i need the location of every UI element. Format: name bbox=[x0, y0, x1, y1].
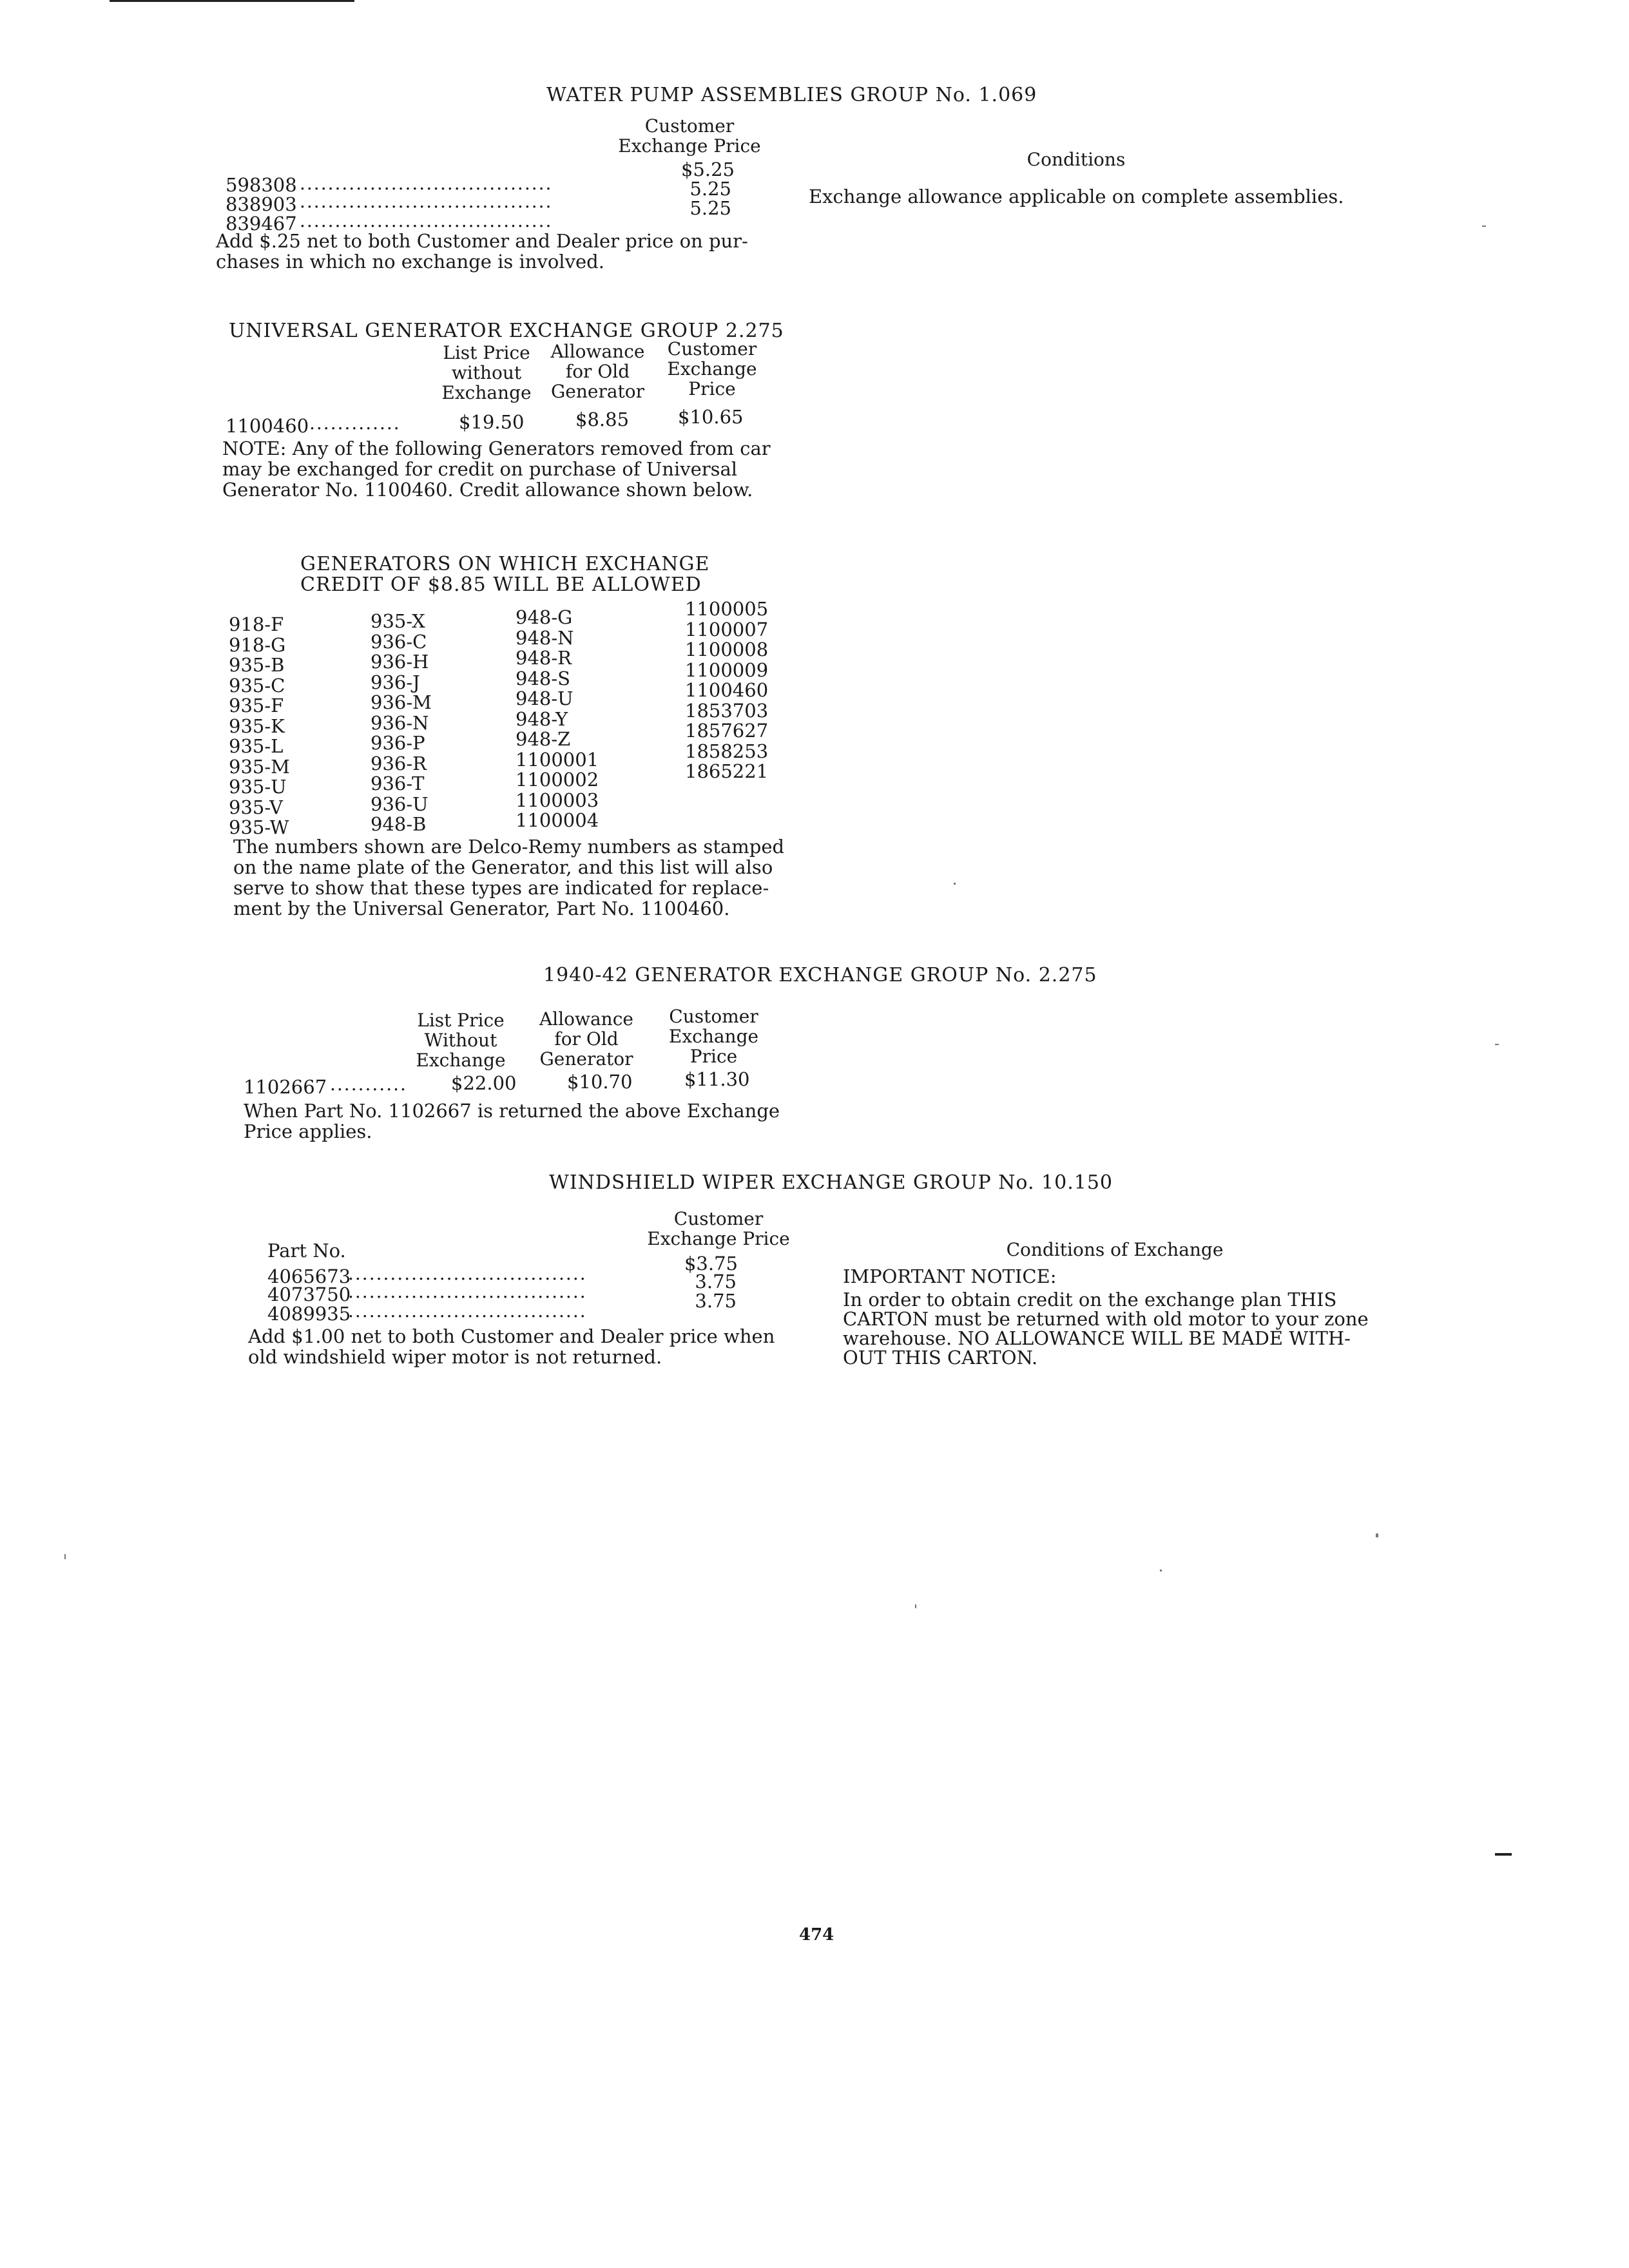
customer-price: $10.65 bbox=[678, 406, 744, 428]
scan-speck bbox=[1376, 1533, 1378, 1537]
price-header: Customer Exchange Price bbox=[647, 1208, 790, 1249]
generator-number: 936-M bbox=[371, 691, 432, 713]
generator-number: 936-J bbox=[371, 671, 420, 693]
generator-number: 935-C bbox=[229, 674, 285, 697]
part-number: 598308 bbox=[226, 174, 297, 196]
note: Add $1.00 net to both Customer and Dealer price when old windshield wiper motor is not returned. bbox=[248, 1325, 775, 1368]
list-price: $22.00 bbox=[451, 1072, 517, 1094]
scan-speck bbox=[1482, 226, 1486, 227]
section-title: WATER PUMP ASSEMBLIES GROUP No. 1.069 bbox=[546, 84, 1037, 106]
generator-number: 948-U bbox=[516, 687, 574, 709]
generator-number: 936-N bbox=[371, 711, 429, 734]
generator-number: 936-U bbox=[371, 793, 429, 815]
generator-number: 1100001 bbox=[516, 748, 599, 771]
scan-speck bbox=[1495, 1044, 1499, 1045]
customer-price: $11.30 bbox=[684, 1068, 750, 1090]
list-price: $19.50 bbox=[459, 411, 525, 433]
generator-number: 948-B bbox=[371, 813, 427, 835]
allowance: $8.85 bbox=[575, 408, 630, 430]
scan-speck bbox=[1495, 1853, 1512, 1856]
generator-number: 1100002 bbox=[516, 769, 599, 791]
generator-number: 936-P bbox=[371, 732, 425, 754]
leader-dots: .................................. bbox=[348, 1300, 587, 1321]
generator-number: 1858253 bbox=[685, 740, 769, 762]
generator-number: 1865221 bbox=[685, 760, 769, 782]
generator-number: 918-G bbox=[229, 633, 286, 656]
notice-text: In order to obtain credit on the exchange plan THIS CARTON must be returned with old motor to your zone warehouse. NO ALLOWANCE WILL BE MADE WITH- OUT THIS CARTON. bbox=[843, 1289, 1369, 1369]
generator-column-3 bbox=[516, 608, 599, 831]
part-number: 4065673 bbox=[267, 1265, 351, 1287]
generator-number: 935-L bbox=[229, 735, 284, 757]
generator-number: 935-F bbox=[229, 695, 284, 716]
generator-number: 935-U bbox=[229, 776, 287, 798]
generator-number: 935-M bbox=[229, 755, 290, 778]
generator-number: 1100009 bbox=[685, 658, 769, 681]
generator-number: 948-Z bbox=[516, 728, 571, 750]
part-number: 1100460 bbox=[226, 415, 309, 437]
scan-speck bbox=[915, 1604, 916, 1608]
generator-number: 1100008 bbox=[685, 639, 769, 660]
generator-number: 1100005 bbox=[685, 598, 769, 620]
note: The numbers shown are Delco-Remy numbers as stamped on the name plate of the Generator, and this list will also serve to show that these types are indicated for replace- ment by the Universal Generator, Part No. 1100460. bbox=[233, 836, 785, 919]
price: $3.75 bbox=[684, 1253, 738, 1274]
price: $5.25 bbox=[680, 159, 735, 180]
generator-number: 935-K bbox=[229, 715, 285, 737]
scan-speck bbox=[954, 883, 956, 885]
note: When Part No. 1102667 is returned the above Exchange Price applies. bbox=[244, 1100, 780, 1142]
generator-number: 948-G bbox=[516, 606, 573, 628]
scan-speck bbox=[64, 1554, 66, 1559]
allowance-header: Allowance for Old Generator bbox=[539, 1008, 633, 1070]
section-title: GENERATORS ON WHICH EXCHANGE CREDIT OF $8.85 WILL BE ALLOWED bbox=[300, 553, 710, 596]
leader-dots: .................................... bbox=[300, 191, 553, 212]
leader-dots: .................................. bbox=[348, 1263, 587, 1284]
conditions-header: Conditions bbox=[1027, 149, 1126, 170]
list-price-header: List Price without Exchange bbox=[441, 342, 532, 403]
generator-number: 1100003 bbox=[516, 789, 599, 811]
note: Add $.25 net to both Customer and Dealer price on pur- chases in which no exchange is involved. bbox=[216, 230, 748, 273]
generator-number: 936-H bbox=[371, 651, 429, 673]
page-number: 474 bbox=[799, 1925, 834, 1945]
leader-dots: .................................. bbox=[348, 1281, 587, 1302]
part-header: Part No. bbox=[267, 1240, 346, 1262]
generator-number: 1100007 bbox=[685, 618, 769, 640]
customer-price-header: Customer Exchange Price bbox=[668, 1006, 759, 1067]
generator-number: 1857627 bbox=[685, 720, 769, 742]
customer-price-header: Customer Exchange Price bbox=[667, 338, 757, 399]
conditions-header: Conditions of Exchange bbox=[1006, 1239, 1224, 1260]
leader-dots: ............. bbox=[309, 412, 401, 434]
generator-number: 1100460 bbox=[685, 679, 769, 701]
scan-speck bbox=[1160, 1570, 1162, 1571]
price-header: Customer Exchange Price bbox=[618, 115, 761, 157]
allowance: $10.70 bbox=[567, 1071, 633, 1093]
part-number: 1102667 bbox=[244, 1076, 327, 1098]
part-number: 839467 bbox=[226, 213, 297, 235]
generator-number: 936-C bbox=[371, 630, 427, 653]
part-number: 4073750 bbox=[267, 1283, 351, 1305]
section-title: WINDSHIELD WIPER EXCHANGE GROUP No. 10.150 bbox=[549, 1171, 1113, 1194]
generator-number: 935-X bbox=[371, 610, 425, 632]
generator-number: 948-R bbox=[516, 647, 572, 669]
generator-number: 936-T bbox=[371, 773, 425, 794]
generator-column-2 bbox=[371, 611, 432, 835]
generator-number: 1853703 bbox=[685, 699, 769, 722]
generator-number: 935-B bbox=[229, 654, 285, 676]
notice-title: IMPORTANT NOTICE: bbox=[843, 1265, 1057, 1287]
conditions-text: Exchange allowance applicable on complete assemblies. bbox=[809, 186, 1344, 207]
generator-number: 948-S bbox=[516, 667, 571, 689]
part-number: 4089935 bbox=[267, 1303, 351, 1325]
generator-number: 1100004 bbox=[516, 809, 599, 831]
generator-number: 936-R bbox=[371, 752, 427, 774]
generator-number: 948-Y bbox=[516, 707, 568, 730]
generator-number: 948-N bbox=[516, 626, 574, 649]
leader-dots: ........... bbox=[330, 1073, 407, 1095]
generator-number: 918-F bbox=[229, 613, 284, 635]
part-number: 838903 bbox=[226, 193, 297, 215]
price: 3.75 bbox=[695, 1271, 737, 1293]
section-title: UNIVERSAL GENERATOR EXCHANGE GROUP 2.275 bbox=[229, 320, 784, 342]
leader-dots: .................................... bbox=[300, 210, 553, 231]
price: 3.75 bbox=[695, 1290, 737, 1312]
note: NOTE: Any of the following Generators removed from car may be exchanged for credit on purchase of Universal Generator No. 1100460. Credit allowance shown below. bbox=[222, 437, 771, 501]
price: 5.25 bbox=[689, 197, 731, 219]
price: 5.25 bbox=[689, 178, 731, 200]
generator-number: 935-V bbox=[229, 796, 283, 818]
list-price-header: List Price Without Exchange bbox=[416, 1010, 506, 1071]
generator-column-1 bbox=[229, 615, 290, 838]
section-title: 1940-42 GENERATOR EXCHANGE GROUP No. 2.275 bbox=[543, 964, 1097, 986]
generator-number: 935-W bbox=[229, 816, 289, 838]
leader-dots: .................................... bbox=[300, 173, 553, 194]
allowance-header: Allowance for Old Generator bbox=[550, 341, 645, 402]
top-rule bbox=[110, 0, 354, 2]
generator-column-4 bbox=[685, 599, 768, 782]
